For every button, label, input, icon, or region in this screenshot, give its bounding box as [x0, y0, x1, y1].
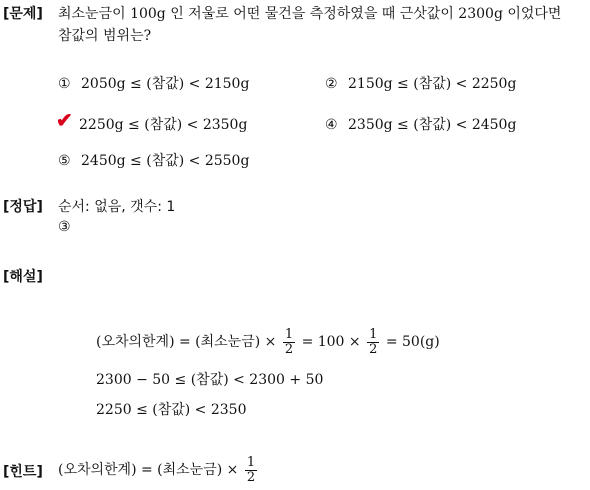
answer-label: [정답]	[3, 199, 43, 215]
option-4-number: ④	[325, 117, 338, 133]
option-4-text: 2350g ≤ (참값) < 2450g	[348, 117, 517, 133]
checkmark-icon: ✔	[56, 108, 73, 132]
option-2-number: ②	[325, 76, 338, 92]
option-1[interactable]	[58, 73, 249, 93]
option-5[interactable]	[58, 150, 249, 170]
problem-text-line1: 최소눈금이 100g 인 저울로 어떤 물건을 측정하였을 때 근삿값이 2300g 이었다면	[58, 6, 562, 22]
option-1-number: ①	[58, 76, 71, 92]
option-3-text: 2250g ≤ (참값) < 2350g	[79, 117, 248, 133]
option-1-text: 2050g ≤ (참값) < 2150g	[81, 76, 250, 92]
fraction-one-half: $\frac{1}{2}$	[369, 326, 378, 357]
explanation-equation-3: 2250 ≤ (참값) < 2350	[96, 402, 247, 418]
problem-label: [문제]	[3, 6, 43, 22]
explanation-equation-2: 2300 − 50 ≤ (참값) < 2300 + 50	[96, 372, 324, 388]
option-2-text: 2150g ≤ (참값) < 2250g	[348, 76, 517, 92]
fraction-one-half: $\frac{1}{2}$	[246, 454, 256, 485]
explanation-equation-1	[96, 322, 440, 362]
problem-text-line2: 참값의 범위는?	[58, 28, 152, 44]
option-5-number: ⑤	[58, 153, 71, 169]
answer-line1: 순서: 없음, 갯수: 1	[58, 199, 176, 215]
eq1-mid: = 100 ×	[301, 334, 361, 350]
answer-line2: ③	[58, 219, 71, 235]
option-2[interactable]	[325, 73, 516, 93]
hint-text: (오차의한계) = (최소눈금) ×	[58, 462, 239, 478]
hint-equation	[58, 450, 259, 490]
fraction-one-half: $\frac{1}{2}$	[284, 326, 294, 357]
option-4[interactable]	[325, 114, 516, 134]
eq1-right: = 50(g)	[385, 334, 440, 350]
eq1-left: (오차의한계) = (최소눈금) ×	[96, 334, 277, 350]
option-3[interactable]	[56, 108, 248, 134]
hint-label: [힌트]	[3, 464, 43, 480]
option-5-text: 2450g ≤ (참값) < 2550g	[81, 153, 250, 169]
explanation-label: [해설]	[3, 269, 43, 285]
